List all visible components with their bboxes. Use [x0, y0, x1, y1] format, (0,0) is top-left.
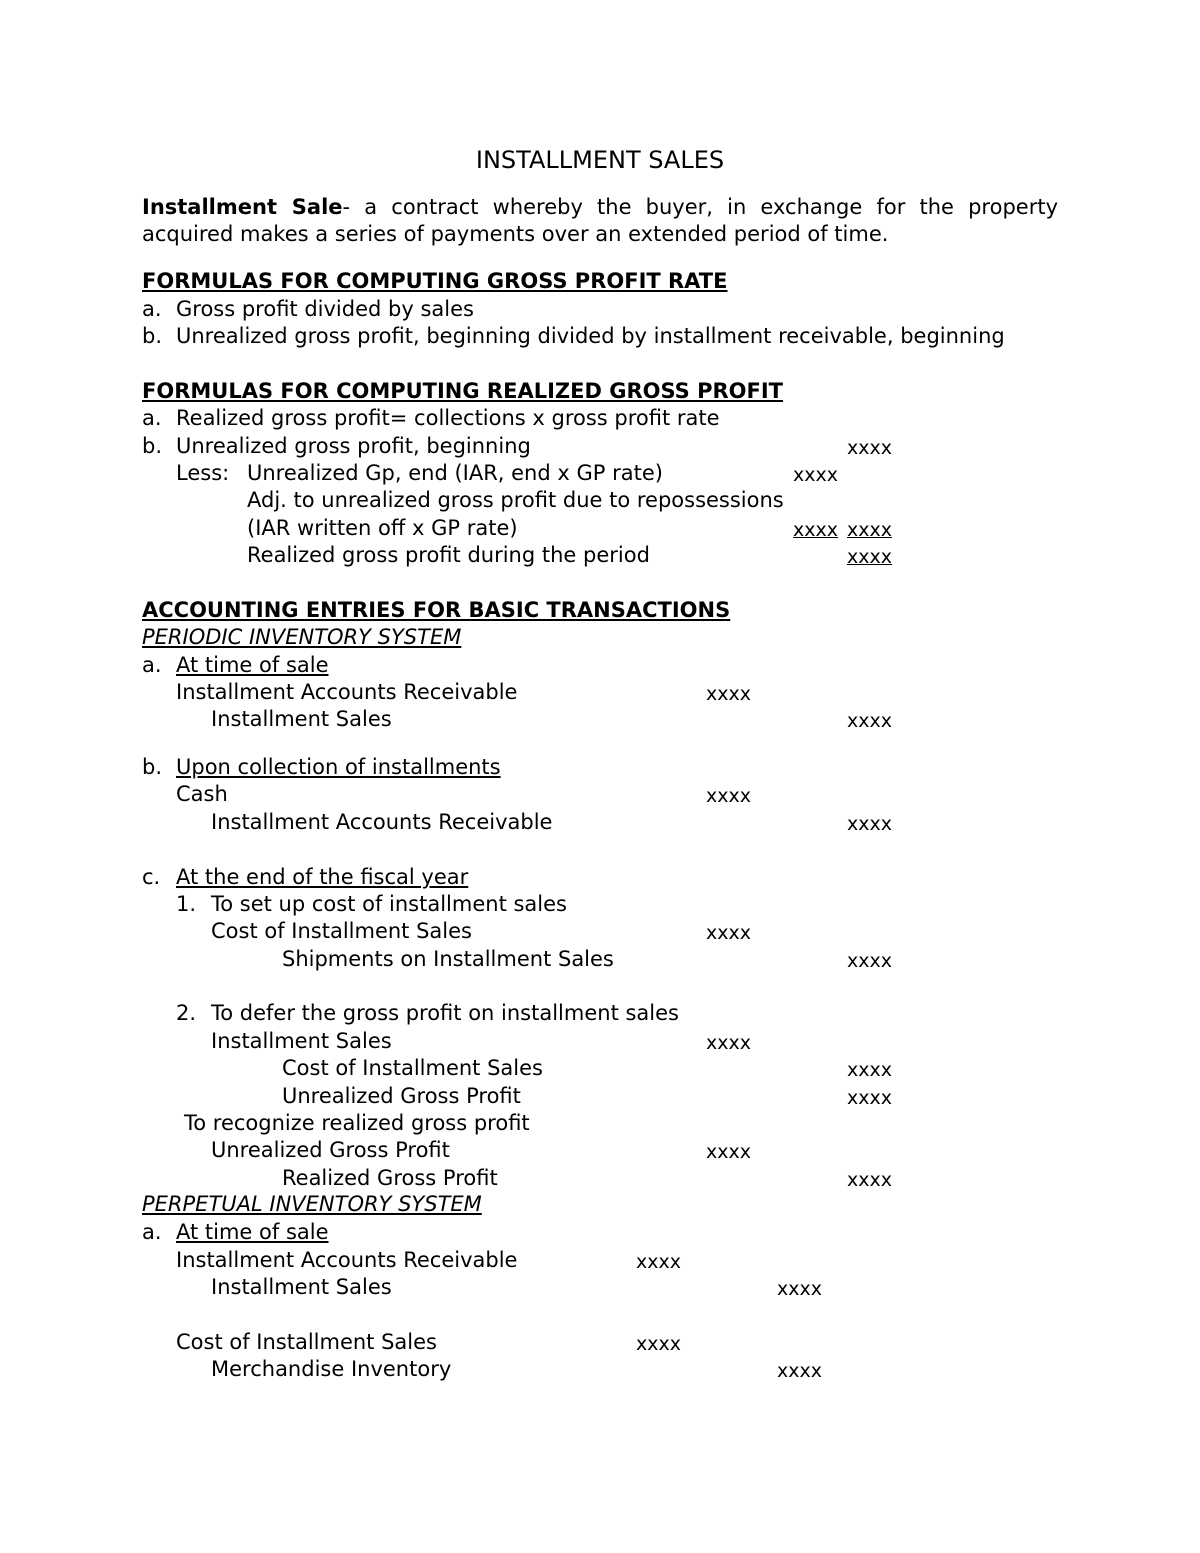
adj-repossessions-formula: (IAR written off x GP rate) — [247, 516, 518, 540]
credit-account: Installment Sales — [211, 1275, 392, 1299]
adj-repossessions: Adj. to unrealized gross profit due to repossessions — [247, 488, 784, 512]
periodic-heading: PERIODIC INVENTORY SYSTEM — [142, 625, 462, 649]
realized-gp-heading: FORMULAS FOR COMPUTING REALIZED GROSS PROFIT — [142, 379, 783, 403]
less-label: Less: — [176, 461, 230, 485]
credit-account: Unrealized Gross Profit — [282, 1084, 521, 1108]
amount-placeholder: xxxx — [706, 1141, 751, 1163]
realized-formula-b: Unrealized gross profit, beginning — [176, 434, 531, 458]
intro-line-2: acquired makes a series of payments over an extended period of time. — [142, 222, 889, 246]
gp-rate-heading: FORMULAS FOR COMPUTING GROSS PROFIT RATE — [142, 269, 728, 293]
list-marker: b. — [142, 755, 163, 779]
gp-rate-formula-b: Unrealized gross profit, beginning divided by installment receivable, beginning — [176, 324, 1005, 348]
amount-placeholder: xxxx — [636, 1333, 681, 1355]
amount-placeholder: xxxx — [847, 1087, 892, 1109]
debit-account: Installment Accounts Receivable — [176, 680, 518, 704]
amount-placeholder: xxxx — [847, 437, 892, 459]
entry-title: At time of sale — [176, 653, 329, 677]
debit-account: Unrealized Gross Profit — [211, 1138, 450, 1162]
entry-title: At time of sale — [176, 1220, 329, 1244]
amount-placeholder: xxxx — [793, 519, 838, 541]
list-marker: b. — [142, 324, 163, 348]
less-unrealized-end: Unrealized Gp, end (IAR, end x GP rate) — [247, 461, 663, 485]
debit-account: Cost of Installment Sales — [211, 919, 472, 943]
amount-placeholder: xxxx — [847, 950, 892, 972]
list-marker: 1. — [176, 892, 197, 916]
intro-line-1 — [142, 194, 1058, 221]
list-marker: a. — [142, 297, 162, 321]
amount-placeholder: xxxx — [847, 813, 892, 835]
list-marker: c. — [142, 865, 161, 889]
amount-placeholder: xxxx — [636, 1251, 681, 1273]
amount-placeholder: xxxx — [847, 1169, 892, 1191]
debit-account: Cash — [176, 782, 228, 806]
amount-placeholder: xxxx — [777, 1360, 822, 1382]
page-title: INSTALLMENT SALES — [475, 146, 725, 174]
credit-account: Shipments on Installment Sales — [282, 947, 614, 971]
amount-placeholder: xxxx — [706, 1032, 751, 1054]
list-marker: a. — [142, 653, 162, 677]
list-marker: a. — [142, 1220, 162, 1244]
amount-placeholder: xxxx — [706, 683, 751, 705]
realized-gp-period: Realized gross profit during the period — [247, 543, 650, 567]
credit-account: Installment Accounts Receivable — [211, 810, 553, 834]
amount-placeholder: xxxx — [847, 519, 892, 541]
entry-subtitle: To recognize realized gross profit — [184, 1111, 530, 1135]
debit-account: Installment Accounts Receivable — [176, 1248, 518, 1272]
amount-placeholder: xxxx — [793, 464, 838, 486]
credit-account: Realized Gross Profit — [282, 1166, 498, 1190]
amount-placeholder: xxxx — [847, 710, 892, 732]
amount-placeholder: xxxx — [847, 546, 892, 568]
list-marker: b. — [142, 434, 163, 458]
amount-placeholder: xxxx — [706, 785, 751, 807]
amount-placeholder: xxxx — [706, 922, 751, 944]
gp-rate-formula-a: Gross profit divided by sales — [176, 297, 474, 321]
entry-subtitle: To set up cost of installment sales — [211, 892, 567, 916]
realized-formula-a: Realized gross profit= collections x gross profit rate — [176, 406, 720, 430]
intro-term: Installment Sale — [142, 195, 343, 219]
entry-title: Upon collection of installments — [176, 755, 501, 779]
entries-heading: ACCOUNTING ENTRIES FOR BASIC TRANSACTIONS — [142, 598, 731, 622]
credit-account: Cost of Installment Sales — [282, 1056, 543, 1080]
debit-account: Cost of Installment Sales — [176, 1330, 437, 1354]
entry-title: At the end of the fiscal year — [176, 865, 469, 889]
intro-definition: - a contract whereby the buyer, in exchange for the property — [342, 195, 1058, 219]
debit-account: Installment Sales — [211, 1029, 392, 1053]
perpetual-heading: PERPETUAL INVENTORY SYSTEM — [142, 1192, 482, 1216]
credit-account: Merchandise Inventory — [211, 1357, 452, 1381]
amount-placeholder: xxxx — [847, 1059, 892, 1081]
credit-account: Installment Sales — [211, 707, 392, 731]
list-marker: 2. — [176, 1001, 197, 1025]
amount-placeholder: xxxx — [777, 1278, 822, 1300]
list-marker: a. — [142, 406, 162, 430]
entry-subtitle: To defer the gross profit on installment sales — [211, 1001, 679, 1025]
